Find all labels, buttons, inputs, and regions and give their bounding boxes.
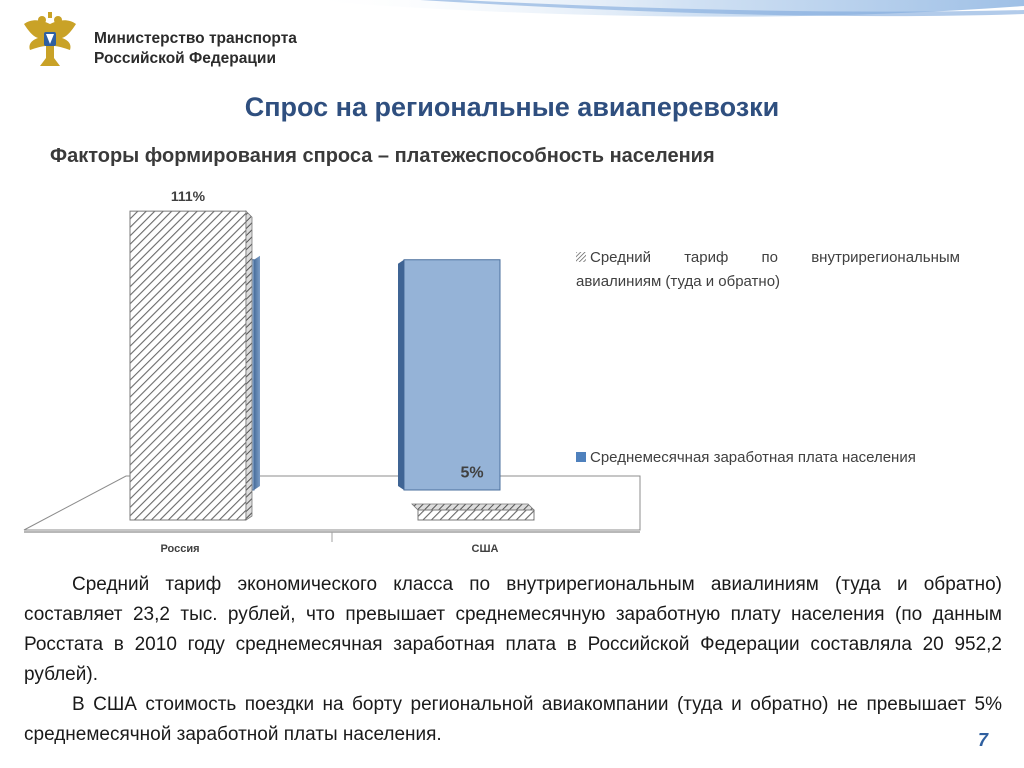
legend-item-salary (576, 446, 960, 470)
bar-tariff-usa-top (412, 504, 534, 510)
bar-salary-russia-side (254, 256, 260, 490)
legend-swatch-hatched (576, 252, 586, 262)
bar-chart (0, 170, 1024, 570)
legend-label-tariff: Средний тариф по внутрирегиональным авиалиниям (туда и обратно) (576, 249, 960, 290)
coat-of-arms-icon (18, 10, 82, 74)
data-label-tariff-usa: 5% (460, 464, 484, 482)
category-label-usa: США (471, 543, 499, 555)
bar-tariff-russia (130, 211, 246, 520)
bar-tariff-usa (418, 510, 534, 520)
legend-item-tariff (576, 246, 960, 294)
chart-subtitle: Факторы формирования спроса – платежеспособность населения (50, 145, 715, 167)
ministry-line-2: Российской Федерации (94, 50, 276, 67)
bar-tariff-russia-side (246, 211, 252, 520)
bar-salary-usa-side (398, 260, 404, 490)
chart-floor (24, 476, 640, 530)
category-label-russia: Россия (160, 543, 200, 555)
body-text (24, 570, 1002, 750)
bar-salary-usa (404, 260, 500, 490)
body-paragraph-2: В США стоимость поездки на борту региональной авиакомпании (туда и обратно) не превышает 5% среднемесячной заработной платы населения. (24, 694, 1002, 745)
ministry-name (94, 29, 297, 69)
data-label-tariff-russia: 111% (170, 188, 206, 205)
legend-label-salary: Среднемесячная заработная плата населения (590, 449, 916, 466)
ministry-line-1: Министерство транспорта (94, 30, 297, 47)
legend-swatch-blue (576, 452, 586, 462)
page-number: 7 (977, 730, 988, 750)
slide-title: Спрос на региональные авиаперевозки (244, 92, 780, 122)
body-paragraph-1: Средний тариф экономического класса по внутрирегиональным авиалиниям (туда и обратно) составляет 23,2 тыс. рублей, что превышает среднемесячную заработную плату населения (по данным Росстата в 2010 году среднемесячная заработная плата в Российской Федерации составляла 20 952,2 рублей). (24, 574, 1002, 685)
